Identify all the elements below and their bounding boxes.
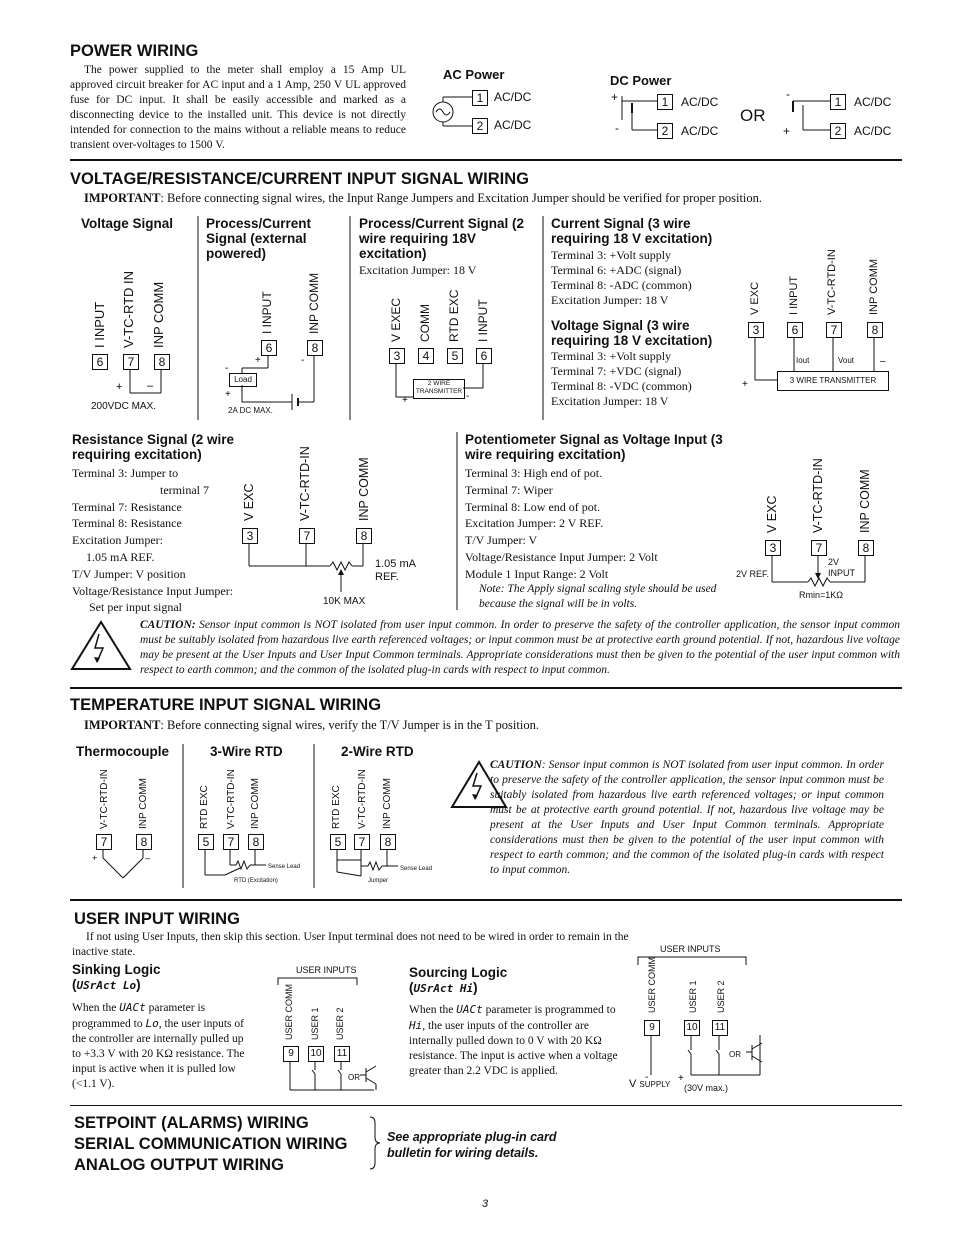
- svg-text:+: +: [402, 395, 408, 406]
- vs-label-vtc: V-TC-RTD IN: [121, 270, 136, 348]
- src-label-user2: USER 2: [716, 980, 726, 1013]
- c3-term-6: 6: [787, 322, 803, 338]
- dc-power-label: DC Power: [610, 73, 672, 88]
- res-line: Terminal 3: Jumper to: [72, 466, 179, 480]
- r3-term-8: 8: [248, 834, 264, 850]
- src-a: When the: [409, 1004, 454, 1016]
- c3-iout: Iout: [796, 356, 810, 365]
- r2-label-vtc: V-TC-RTD-IN: [357, 769, 368, 829]
- c3-line: Excitation Jumper: 18 V: [551, 293, 669, 307]
- res-label-vtc: V-TC-RTD-IN: [298, 446, 312, 521]
- svg-text:-: -: [225, 363, 229, 374]
- r3-exc: RTD (Excitation): [234, 878, 278, 884]
- r2-sense: Sense Lead: [400, 866, 433, 872]
- tc-label-inpcomm: INP COMM: [138, 778, 149, 829]
- dc2-terminal-1-label: AC/DC: [854, 95, 892, 109]
- svg-text:–: –: [147, 380, 154, 392]
- r2-term-5: 5: [330, 834, 346, 850]
- sinking-title: Sinking Logic: [72, 962, 161, 977]
- sinking-code: (USrAct Lo): [72, 977, 141, 992]
- pot-term-7: 7: [811, 540, 827, 556]
- rtd2-title: 2-Wire RTD: [341, 744, 414, 759]
- ac-power-label: AC Power: [443, 67, 505, 82]
- pe-term-8: 8: [307, 340, 323, 356]
- c3-vout: Vout: [838, 356, 855, 365]
- page-number: 3: [482, 1198, 489, 1210]
- c3-transmitter: 3 WIRE TRANSMITTER: [777, 371, 889, 391]
- vs-label-i-input: I INPUT: [92, 301, 107, 348]
- c3-line: Terminal 6: +ADC (signal): [551, 263, 682, 277]
- dc2-minus: -: [786, 87, 790, 101]
- temp-important-bold: IMPORTANT: [84, 718, 161, 732]
- pe-label-i-input: I INPUT: [260, 291, 274, 334]
- c3-label-iinput: I INPUT: [788, 275, 800, 315]
- c3-term-7: 7: [826, 322, 842, 338]
- pot-label-inpcomm: INP COMM: [858, 469, 872, 533]
- r2-term-8: 8: [380, 834, 396, 850]
- res-max: 10K MAX: [323, 596, 366, 607]
- pot-rmin: Rmin=1KΩ: [799, 590, 843, 600]
- vrc-title: VOLTAGE/RESISTANCE/CURRENT INPUT SIGNAL WIRING: [70, 170, 529, 188]
- p2-label-iinput: I INPUT: [476, 299, 490, 342]
- pot-term-3: 3: [765, 540, 781, 556]
- setpoint-wiring-title: SETPOINT (ALARMS) WIRING: [74, 1114, 309, 1132]
- vs-term-7: 7: [123, 354, 139, 370]
- sink-term-10: 10: [308, 1046, 324, 1062]
- c3-term-8: 8: [867, 322, 883, 338]
- src-user-inputs: USER INPUTS: [660, 944, 721, 954]
- res-term-8: 8: [356, 528, 372, 544]
- res-term-3: 3: [242, 528, 258, 544]
- pot-line: T/V Jumper: V: [465, 533, 538, 548]
- sink-c: , the user inputs of the controller are internally pulled up to +3.3 V with 20 KΩ resistance. The input is active when it is pulled low (<1.1 V).: [72, 1018, 245, 1090]
- dc2-terminal-1: 1: [830, 94, 846, 110]
- vs-max: 200VDC MAX.: [91, 401, 157, 412]
- caution-2-text: : Sensor input common is NOT isolated from user input common. In order to preserve the safety of the controller application, the sensor input common must be suitably isolated from hazardous live earth referenced voltages; or input common must be at protective earth ground potential. If not, hazardous live voltage may be present at the User Inputs and User Input Common terminals. Appropriate considerations must then be given to the potential of the user input common with respect to earth common; and the common of the isolated plug-in cards with respect to input common.: [490, 759, 884, 876]
- pot-note: Note: The Apply signal scaling style should be used because the signal will be in volts.: [479, 583, 717, 610]
- v3-line: Terminal 3: +Volt supply: [551, 349, 672, 363]
- pot-line: Module 1 Input Range: 2 Volt: [465, 566, 609, 581]
- sink-term-11: 11: [334, 1046, 350, 1062]
- sourcing-title: Sourcing Logic: [409, 965, 508, 980]
- tc-term-7: 7: [96, 834, 112, 850]
- pot-line: Terminal 8: Low end of pot.: [465, 499, 601, 514]
- res-line: terminal 7: [160, 482, 209, 497]
- svg-text:+: +: [116, 381, 123, 393]
- p2-label-comm: COMM: [418, 304, 432, 342]
- vs-term-8: 8: [154, 354, 170, 370]
- sourcing-code-text: USrAct Hi: [413, 982, 474, 995]
- pot-label-vexc: V EXC: [765, 495, 779, 533]
- dc1-terminal-2-label: AC/DC: [681, 124, 719, 138]
- dc1-terminal-1-label: AC/DC: [681, 95, 719, 109]
- vs-term-6: 6: [92, 354, 108, 370]
- sinking-code-text: USrAct Lo: [76, 979, 137, 992]
- ac-terminal-2-label: AC/DC: [494, 118, 532, 132]
- r2-label-inpcomm: INP COMM: [382, 778, 393, 829]
- temp-important-text: : Before connecting signal wires, verify the T/V Jumper is in the T position.: [160, 718, 539, 732]
- dc2-terminal-2: 2: [830, 123, 846, 139]
- sink-label-comm: USER COMM: [284, 984, 294, 1040]
- dc2-plus: +: [783, 124, 791, 138]
- p2-term-4: 4: [418, 348, 434, 364]
- pot-line: Terminal 7: Wiper: [465, 482, 553, 497]
- p2-label-rtdexc: RTD EXC: [447, 289, 461, 342]
- svg-text:+: +: [742, 379, 748, 390]
- r3-term-7: 7: [223, 834, 239, 850]
- src-c: , the user inputs of the controller are internally pulled down to 0 V with 20 KΩ resistance. The input is active when a voltage greater than 2.2 VDC is applied.: [409, 1020, 618, 1077]
- vs-label-inpcomm: INP COMM: [151, 281, 166, 348]
- pot-line: Excitation Jumper: 2 V REF.: [465, 516, 604, 531]
- p2-term-6: 6: [476, 348, 492, 364]
- dc1-minus: -: [615, 121, 619, 135]
- svg-text:-: -: [301, 355, 305, 366]
- r2-label-rtdexc: RTD EXC: [331, 785, 342, 829]
- ac-terminal-2: 2: [472, 118, 488, 134]
- p2-transmitter: 2 WIRE TRANSMITTER: [413, 379, 465, 399]
- sourcing-code: (USrAct Hi): [409, 980, 478, 995]
- analog-wiring-title: ANALOG OUTPUT WIRING: [74, 1156, 284, 1174]
- res-line: Set per input signal: [89, 600, 182, 615]
- sink-term-9: 9: [283, 1046, 299, 1062]
- svg-text:+: +: [255, 355, 261, 366]
- sink-a: When the: [72, 1002, 117, 1014]
- sink-or: OR: [348, 1073, 360, 1082]
- src-b: parameter is programmed to: [485, 1004, 616, 1016]
- voltage-signal-title: Voltage Signal: [81, 216, 174, 231]
- pe-label-inpcomm: INP COMM: [307, 272, 321, 334]
- power-wiring-text: The power supplied to the meter shall employ a 15 Amp UL approved circuit breaker for AC input and a 1 Amp, 250 V UL approved fuse for DC input. It shall be easily accessible and marked as a disconnecting device to the installed unit. This device is not directly intended for connection to the mains without a reliable means to reduce transient over-voltages to 1500 V.: [70, 64, 406, 151]
- sink-seg-lo: Lo: [145, 1017, 159, 1030]
- ac-terminal-1-label: AC/DC: [494, 90, 532, 104]
- sink-user-inputs: USER INPUTS: [296, 965, 357, 975]
- ac-terminal-1: 1: [472, 90, 488, 106]
- svg-text:–: –: [880, 356, 886, 367]
- vrc-important-bold: IMPORTANT: [84, 191, 161, 205]
- res-label-inpcomm: INP COMM: [357, 457, 371, 521]
- thermocouple-title: Thermocouple: [76, 744, 170, 759]
- res-line: Terminal 8: Resistance: [72, 516, 182, 531]
- v3-line: Excitation Jumper: 18 V: [551, 394, 669, 408]
- v3-line: Terminal 8: -VDC (common): [551, 379, 692, 393]
- r2-term-7: 7: [354, 834, 370, 850]
- current-3wire-title: Current Signal (3 wire requiring 18 V excitation): [551, 216, 713, 246]
- tc-term-8: 8: [136, 834, 152, 850]
- caution-1-text: Sensor input common is NOT isolated from user input common. In order to preserve the safety of the controller application, the sensor input common must be suitably isolated from hazardous live earth referenced voltages; or input common must be at protective earth ground potential. If not, hazardous live voltage may be present at the User Inputs and User Input Common terminals. Appropriate considerations must then be given to the potential of the user input common with respect to earth common; and the common of the isolated plug-in cards with respect to input common.: [140, 619, 900, 676]
- vsupply-sub: SUPPLY: [639, 1080, 671, 1089]
- r3-sense: Sense Lead: [268, 864, 301, 870]
- pe-load: Load: [229, 373, 257, 387]
- pot-line: Voltage/Resistance Input Jumper: 2 Volt: [465, 549, 658, 564]
- res-line: Voltage/Resistance Input Jumper:: [72, 583, 234, 598]
- svg-text:–: –: [145, 853, 151, 863]
- p2-term-3: 3: [389, 348, 405, 364]
- p2-term-5: 5: [447, 348, 463, 364]
- pot-label-vtc: V-TC-RTD-IN: [811, 458, 825, 533]
- r3-label-rtdexc: RTD EXC: [199, 785, 210, 829]
- dc1-terminal-1: 1: [657, 94, 673, 110]
- res-label-vexc: V EXC: [242, 483, 256, 521]
- serial-wiring-title: SERIAL COMMUNICATION WIRING: [74, 1135, 348, 1153]
- sink-seg-uact: UACt: [119, 1001, 146, 1014]
- svg-text:-: -: [466, 391, 470, 402]
- c3-label-inpcomm: INP COMM: [868, 258, 880, 315]
- r3-label-vtc: V-TC-RTD-IN: [226, 769, 237, 829]
- c3-label-vexc: V EXC: [749, 281, 761, 315]
- c3-term-3: 3: [748, 322, 764, 338]
- src-seg-uact: UACt: [456, 1003, 483, 1016]
- src-term-9: 9: [644, 1020, 660, 1036]
- sink-b: parameter is programmed to: [72, 1002, 206, 1030]
- user-input-intro: If not using User Inputs, then skip this section. User Input terminal does not need to be wired in order to remain in the inactive state.: [72, 931, 629, 958]
- pc-2wire-jumper: Excitation Jumper: 18 V: [359, 263, 477, 277]
- res-line: T/V Jumper: V position: [72, 566, 186, 581]
- pe-max: 2A DC MAX.: [228, 406, 273, 415]
- src-term-11: 11: [712, 1020, 728, 1036]
- sink-label-user1: USER 1: [310, 1007, 320, 1040]
- p2-label-vexec: V EXEC: [389, 297, 403, 342]
- resistance-title: Resistance Signal (2 wire requiring excitation): [72, 432, 235, 462]
- c3-line: Terminal 8: -ADC (common): [551, 278, 692, 292]
- svg-text:+: +: [678, 1073, 684, 1084]
- footer-note: See appropriate plug-in card bulletin for wiring details.: [387, 1130, 557, 1160]
- r2-jumper: Jumper: [368, 878, 389, 884]
- tc-label-vtc: V-TC-RTD-IN: [99, 769, 110, 829]
- src-label-user1: USER 1: [688, 980, 698, 1013]
- caution-1-bold: CAUTION:: [140, 619, 196, 631]
- dc1-plus: +: [611, 90, 619, 104]
- svg-text:-: -: [645, 1072, 649, 1083]
- pc-2wire-title: Process/Current Signal (2 wire requiring 18V excitation): [359, 216, 525, 261]
- pot-input: 2V INPUT: [828, 557, 855, 578]
- pot-term-8: 8: [858, 540, 874, 556]
- src-or: OR: [729, 1050, 741, 1059]
- r3-label-inpcomm: INP COMM: [250, 778, 261, 829]
- caution-2-bold: CAUTION: [490, 759, 542, 771]
- dc2-terminal-2-label: AC/DC: [854, 124, 892, 138]
- pc-ext-title: Process/Current Signal (external powered): [206, 216, 312, 261]
- rtd3-title: 3-Wire RTD: [210, 744, 283, 759]
- res-ref: 1.05 mA REF.: [375, 558, 416, 583]
- dc-or-label: OR: [740, 106, 766, 125]
- vrc-important-text: : Before connecting signal wires, the Input Range Jumpers and Excitation Jumper should be verified for proper position.: [160, 191, 763, 205]
- pot-title: Potentiometer Signal as Voltage Input (3 wire requiring excitation): [465, 432, 723, 462]
- v3-line: Terminal 7: +VDC (signal): [551, 364, 682, 378]
- src-seg-hi: Hi: [409, 1019, 423, 1032]
- res-line: 1.05 mA REF.: [86, 549, 155, 564]
- power-wiring-title: POWER WIRING: [70, 42, 199, 60]
- svg-text:+: +: [92, 853, 98, 863]
- src-term-10: 10: [684, 1020, 700, 1036]
- r3-term-5: 5: [198, 834, 214, 850]
- res-line: Terminal 7: Resistance: [72, 499, 182, 514]
- sink-label-user2: USER 2: [335, 1007, 345, 1040]
- c3-label-vtc: V-TC-RTD-IN: [826, 249, 838, 315]
- src-label-comm: USER COMM: [647, 957, 657, 1013]
- voltage-3wire-title: Voltage Signal (3 wire requiring 18 V excitation): [551, 318, 713, 348]
- c3-line: Terminal 3: +Volt supply: [551, 248, 672, 262]
- temp-title: TEMPERATURE INPUT SIGNAL WIRING: [70, 696, 382, 714]
- vsupply-v: V: [629, 1078, 637, 1090]
- dc1-terminal-2: 2: [657, 123, 673, 139]
- pot-ref: 2V REF.: [736, 569, 770, 579]
- pe-term-6: 6: [261, 340, 277, 356]
- src-vsupply-max: (30V max.): [684, 1083, 729, 1093]
- user-input-title: USER INPUT WIRING: [74, 910, 240, 928]
- res-term-7: 7: [299, 528, 315, 544]
- svg-text:+: +: [225, 389, 231, 400]
- res-line: Excitation Jumper:: [72, 533, 163, 548]
- pot-line: Terminal 3: High end of pot.: [465, 466, 603, 480]
